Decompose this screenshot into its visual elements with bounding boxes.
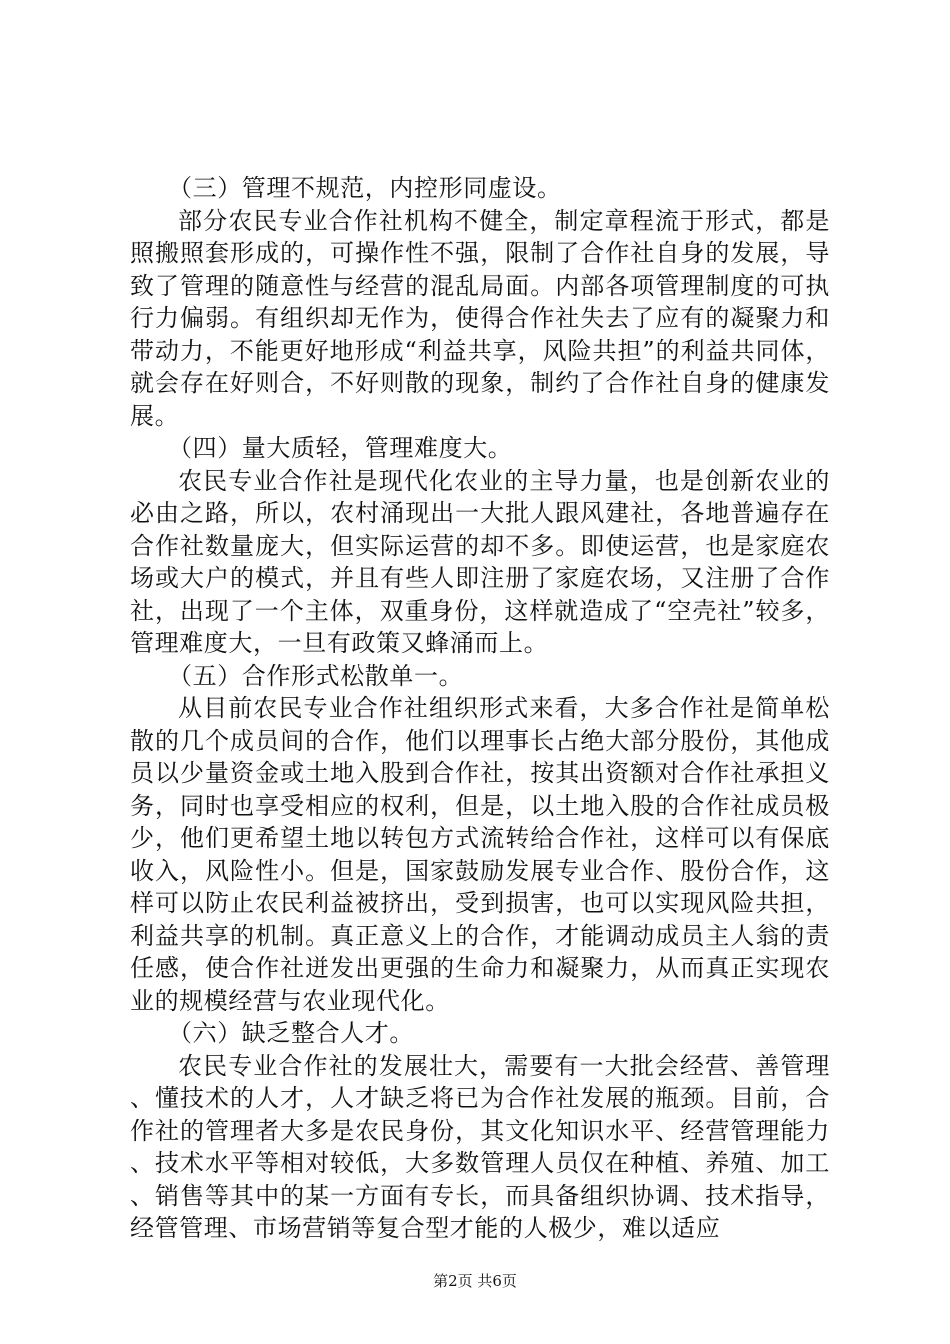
section-paragraph: 部分农民专业合作社机构不健全，制定章程流于形式，都是照搬照套形成的，可操作性不强，限制了合作社自身的发展，导致了管理的随意性与经营的混乱局面。内部各项管理制度的可执行力偏弱。有组织却无作为，使得合作社失去了应有的凝聚力和带动力，不能更好地形成“利益共享，风险共担”的利益共同体，就会存在好则合，不好则散的现象，制约了合作社自身的健康发展。 — [130, 206, 830, 430]
section-heading: （三）管理不规范，内控形同虚设。 — [168, 174, 562, 202]
section-paragraph: 农民专业合作社的发展壮大，需要有一大批会经营、善管理、懂技术的人才，人才缺乏将已为合作社发展的瓶颈。目前，合作社的管理者大多是农民身份，其文化知识水平、经营管理能力、技术水平等相对较低，大多数管理人员仅在种植、养殖、加工、销售等其中的某一方面有专长，而具备组织协调、技术指导，经管管理、市场营销等复合型才能的人极少，难以适应 — [130, 1051, 830, 1242]
section-paragraph: 农民专业合作社是现代化农业的主导力量，也是创新农业的必由之路，所以，农村涌现出一大批人跟风建社，各地普遍存在合作社数量庞大，但实际运营的却不多。即使运营，也是家庭农场或大户的模式，并且有些人即注册了家庭农场，又注册了合作社，出现了一个主体，双重身份，这样就造成了“空壳社”较多，管理难度大，一旦有政策又蜂涌而上。 — [130, 466, 830, 657]
section-heading: （六）缺乏整合人才。 — [168, 1019, 414, 1047]
section-heading: （四）量大质轻，管理难度大。 — [168, 434, 513, 462]
page-number-footer: 第2页 共6页 — [433, 1272, 517, 1290]
document-body — [130, 172, 830, 1245]
section-paragraph: 从目前农民专业合作社组织形式来看，大多合作社是简单松散的几个成员间的合作，他们以理事长占绝大部分股份，其他成员以少量资金或土地入股到合作社，按其出资额对合作社承担义务，同时也享受相应的权利，但是，以土地入股的合作社成员极少，他们更希望土地以转包方式流转给合作社，这样可以有保底收入，风险性小。但是，国家鼓励发展专业合作、股份合作，这样可以防止农民利益被挤出，受到损害，也可以实现风险共担，利益共享的机制。真正意义上的合作，才能调动成员主人翁的责任感，使合作社迸发出更强的生命力和凝聚力，从而真正实现农业的规模经营与农业现代化。 — [130, 694, 830, 1015]
section-heading: （五）合作形式松散单一。 — [168, 661, 464, 690]
